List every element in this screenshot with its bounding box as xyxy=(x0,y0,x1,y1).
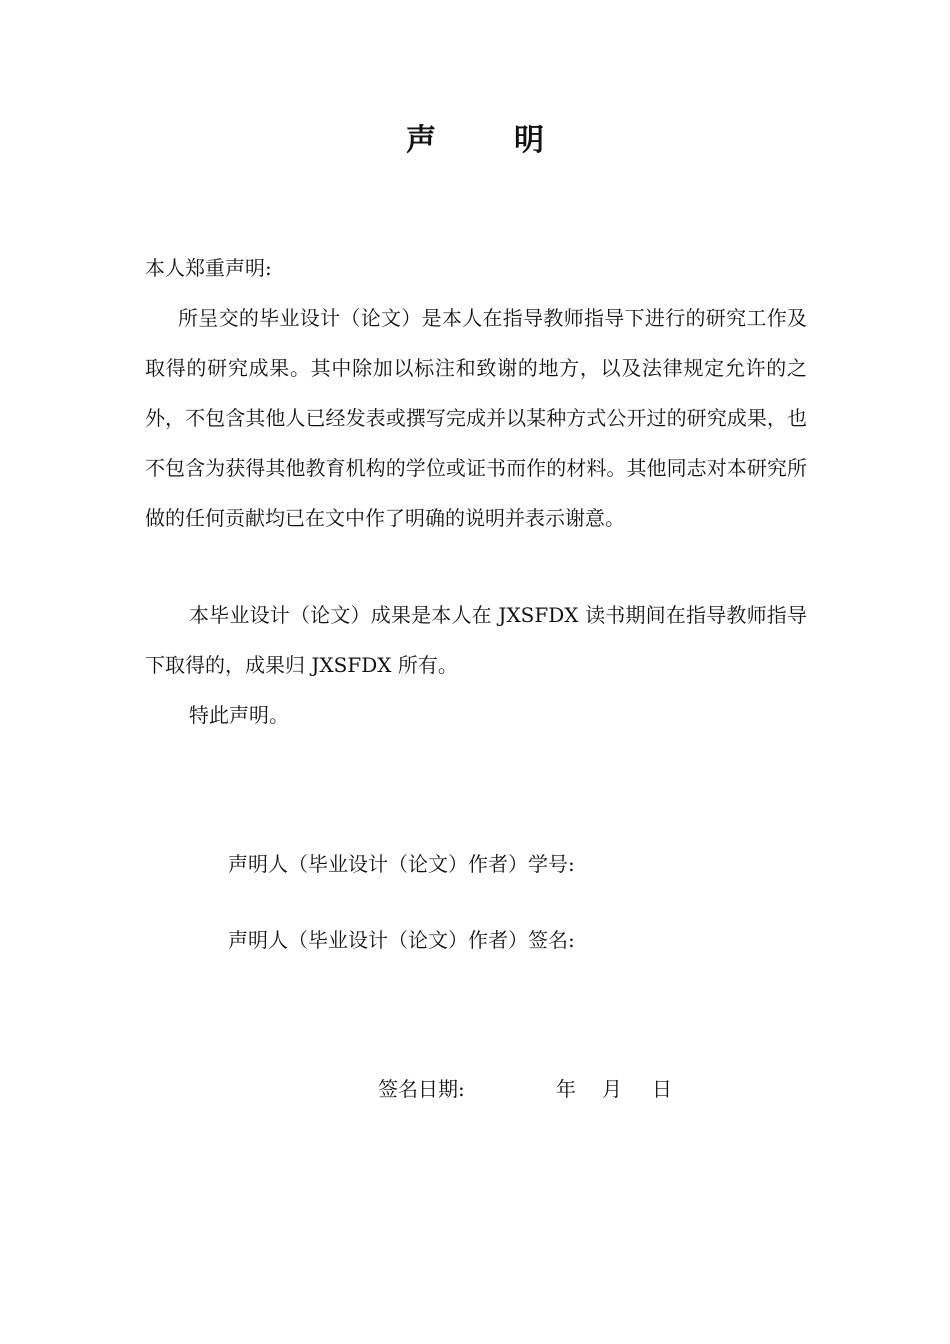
date-month: 月 xyxy=(602,1077,622,1101)
date-label: 签名日期: xyxy=(378,1077,465,1101)
declaration-paragraph-2: 本毕业设计（论文）成果是本人在 JXSFDX 读书期间在指导教师指导下取得的，成果归 JXSFDX 所有。 xyxy=(145,603,807,677)
date-day: 日 xyxy=(652,1077,672,1101)
page-title: 声明 xyxy=(406,123,622,158)
intro-line: 本人郑重声明: xyxy=(145,256,272,280)
signature-date-line xyxy=(378,1069,672,1109)
declaration-paragraph-1: 所呈交的毕业设计（论文）是本人在指导教师指导下进行的研究工作及取得的研究成果。其中除加以标注和致谢的地方，以及法律规定允许的之外，不包含其他人已经发表或撰写完成并以某种方式公开过的研究成果，也不包含为获得其他教育机构的学位或证书而作的材料。其他同志对本研究所做的任何贡献均已在文中作了明确的说明并表示谢意。 xyxy=(145,306,807,530)
declaration-paragraph-3: 特此声明。 xyxy=(189,703,289,727)
date-year: 年 xyxy=(556,1077,576,1101)
signature-line: 声明人（毕业设计（论文）作者）签名: xyxy=(228,928,575,952)
student-id-line: 声明人（毕业设计（论文）作者）学号: xyxy=(228,852,575,876)
